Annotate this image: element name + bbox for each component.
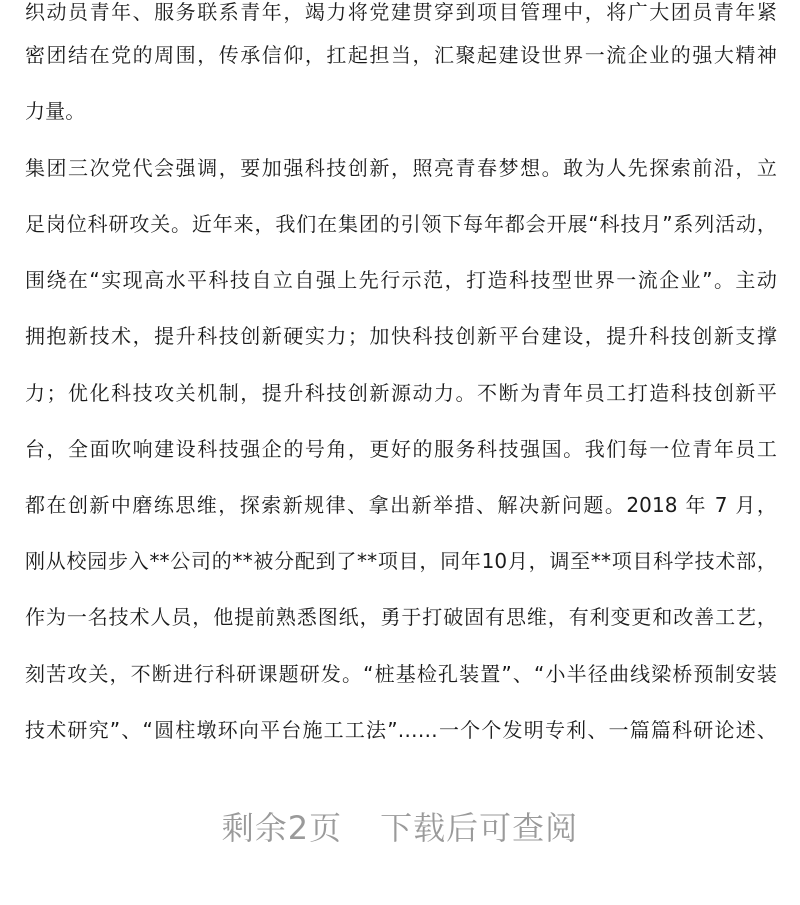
text-line: 围绕在“实现高水平科技自立自强上先行示范，打造科技型世界一流企业”。主动 <box>25 268 777 292</box>
text-line: 技术研究”、“圆柱墩环向平台施工工法”……一个个发明专利、一篇篇科研论述、 <box>25 718 777 742</box>
text-line: 刚从校园步入**公司的**被分配到了**项目，同年10月，调至**项目科学技术部， <box>25 549 777 573</box>
download-to-view-label: 下载后可查阅 <box>380 809 579 847</box>
text-line: 足岗位科研攻关。近年来，我们在集团的引领下每年都会开展“科技月”系列活动， <box>25 212 777 236</box>
text-line: 织动员青年、服务联系青年，竭力将党建贯穿到项目管理中，将广大团员青年紧 <box>25 0 777 24</box>
text-line: 台，全面吹响建设科技强企的号角，更好的服务科技强国。我们每一位青年员工 <box>25 437 777 461</box>
text-line: 集团三次党代会强调，要加强科技创新，照亮青春梦想。敢为人先探索前沿，立 <box>25 156 777 180</box>
remaining-pages-label: 剩余2页 <box>221 809 343 847</box>
text-line: 力；优化科技攻关机制，提升科技创新源动力。不断为青年员工打造科技创新平 <box>25 381 777 405</box>
text-line: 拥抱新技术，提升科技创新硬实力；加快科技创新平台建设，提升科技创新支撑 <box>25 324 777 348</box>
text-line: 刻苦攻关，不断进行科研课题研发。“桩基检孔装置”、“小半径曲线梁桥预制安装 <box>25 662 777 686</box>
text-line: 密团结在党的周围，传承信仰，扛起担当，汇聚起建设世界一流企业的强大精神 <box>25 43 777 67</box>
text-line: 力量。 <box>25 99 86 123</box>
text-line: 都在创新中磨练思维，探索新规律、拿出新举措、解决新问题。2018 年 7 月， <box>25 493 777 517</box>
text-line: 作为一名技术人员，他提前熟悉图纸，勇于打破固有思维，有利变更和改善工艺， <box>25 605 777 629</box>
download-prompt[interactable] <box>0 806 800 850</box>
